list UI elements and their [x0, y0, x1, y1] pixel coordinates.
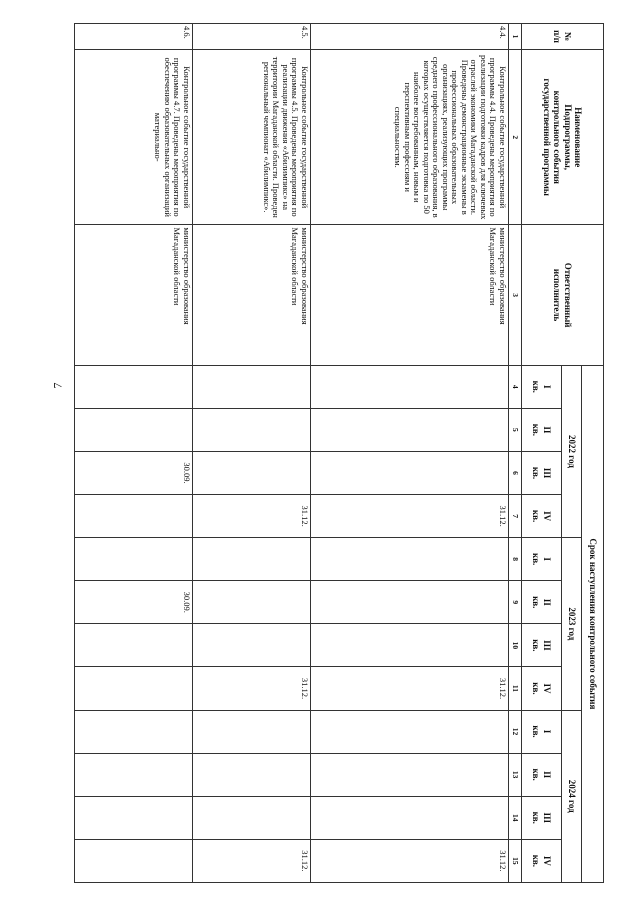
- row-number: 4.4.: [311, 24, 509, 50]
- event-name: Контрольное событие государственной программы 4.7. Проведены мероприятия по обеспечению образовательных организаций материально-: [75, 50, 193, 225]
- header-no: № п/п: [522, 24, 604, 50]
- column-number: 7: [509, 495, 522, 538]
- date-cell: [193, 624, 311, 667]
- date-cell: [311, 710, 509, 753]
- date-cell: [193, 365, 311, 408]
- column-number: 3: [509, 225, 522, 365]
- date-cell: 31.12.: [311, 667, 509, 710]
- date-cell: 31.12.: [311, 839, 509, 882]
- header-quarter: II кв.: [522, 753, 562, 796]
- date-cell: [75, 365, 193, 408]
- date-cell: 31.12.: [193, 667, 311, 710]
- header-quarter: IV кв.: [522, 839, 562, 882]
- event-name: Контрольное событие государственной программы 4.5. Проведены мероприятия по реализации движения «Абилимпикс» на территории Магаданской области. Проведен региональный чемпионат «Абилимпикс».: [193, 50, 311, 225]
- date-cell: 30.09.: [75, 451, 193, 494]
- date-cell: [311, 753, 509, 796]
- date-cell: 30.09.: [75, 581, 193, 624]
- column-number: 6: [509, 451, 522, 494]
- header-year-2022: 2022 год: [562, 365, 582, 537]
- executor: министерство образования Магаданской области: [311, 225, 509, 365]
- header-quarter: III кв.: [522, 451, 562, 494]
- date-cell: [193, 408, 311, 451]
- date-cell: [75, 408, 193, 451]
- column-number: 13: [509, 753, 522, 796]
- event-name: Контрольное событие государственной программы 4.4. Проведены мероприятия по реализации подготовки кадров для ключевых отраслей экономики Магаданской области. Проведены демонстрационные экзамены в профессиональных образовательных организациях, реализующих программы среднего профессионального образования, в которых осуществляется подготовка по 50 наиболее востребованным, новым и перспективным профессиям и специальностям.: [311, 50, 509, 225]
- column-number: 9: [509, 581, 522, 624]
- date-cell: [75, 667, 193, 710]
- date-cell: [75, 624, 193, 667]
- date-cell: [311, 796, 509, 839]
- date-cell: [193, 581, 311, 624]
- header-term: Срок наступления контрольного события: [582, 365, 604, 882]
- executor: министерство образования Магаданской области: [75, 225, 193, 365]
- header-quarter: II кв.: [522, 581, 562, 624]
- header-year-2023: 2023 год: [562, 538, 582, 710]
- column-number: 4: [509, 365, 522, 408]
- column-number: 10: [509, 624, 522, 667]
- date-cell: [193, 753, 311, 796]
- header-name: Наименование Подпрограммы, контрольного события государственной программы: [522, 50, 604, 225]
- column-number: 14: [509, 796, 522, 839]
- executor: министерство образования Магаданской области: [193, 225, 311, 365]
- column-number: 15: [509, 839, 522, 882]
- header-quarter: III кв.: [522, 796, 562, 839]
- date-cell: 31.12.: [193, 495, 311, 538]
- control-events-table: [74, 23, 604, 883]
- date-cell: [193, 710, 311, 753]
- column-number: 2: [509, 50, 522, 225]
- table-row: [311, 24, 509, 883]
- date-cell: [311, 538, 509, 581]
- column-number: 5: [509, 408, 522, 451]
- date-cell: 31.12.: [193, 839, 311, 882]
- header-quarter: II кв.: [522, 408, 562, 451]
- date-cell: [75, 538, 193, 581]
- date-cell: [311, 581, 509, 624]
- header-executor: Ответственный исполнитель: [522, 225, 604, 365]
- date-cell: [193, 451, 311, 494]
- column-number: 8: [509, 538, 522, 581]
- column-number: 11: [509, 667, 522, 710]
- rotated-table-container: [74, 23, 604, 883]
- date-cell: [311, 408, 509, 451]
- date-cell: 31.12.: [311, 495, 509, 538]
- date-cell: [75, 796, 193, 839]
- date-cell: [75, 710, 193, 753]
- date-cell: [311, 365, 509, 408]
- header-quarter: III кв.: [522, 624, 562, 667]
- date-cell: [75, 839, 193, 882]
- column-number: 1: [509, 24, 522, 50]
- page-number: 7: [50, 382, 65, 389]
- row-number: 4.5.: [193, 24, 311, 50]
- header-quarter: I кв.: [522, 365, 562, 408]
- column-number: 12: [509, 710, 522, 753]
- header-quarter: I кв.: [522, 538, 562, 581]
- date-cell: [193, 538, 311, 581]
- table-row: [75, 24, 193, 883]
- date-cell: [75, 753, 193, 796]
- table-row: [193, 24, 311, 883]
- date-cell: [311, 451, 509, 494]
- header-year-2024: 2024 год: [562, 710, 582, 883]
- row-number: 4.6.: [75, 24, 193, 50]
- date-cell: [75, 495, 193, 538]
- header-quarter: IV кв.: [522, 495, 562, 538]
- header-quarter: IV кв.: [522, 667, 562, 710]
- header-quarter: I кв.: [522, 710, 562, 753]
- date-cell: [193, 796, 311, 839]
- date-cell: [311, 624, 509, 667]
